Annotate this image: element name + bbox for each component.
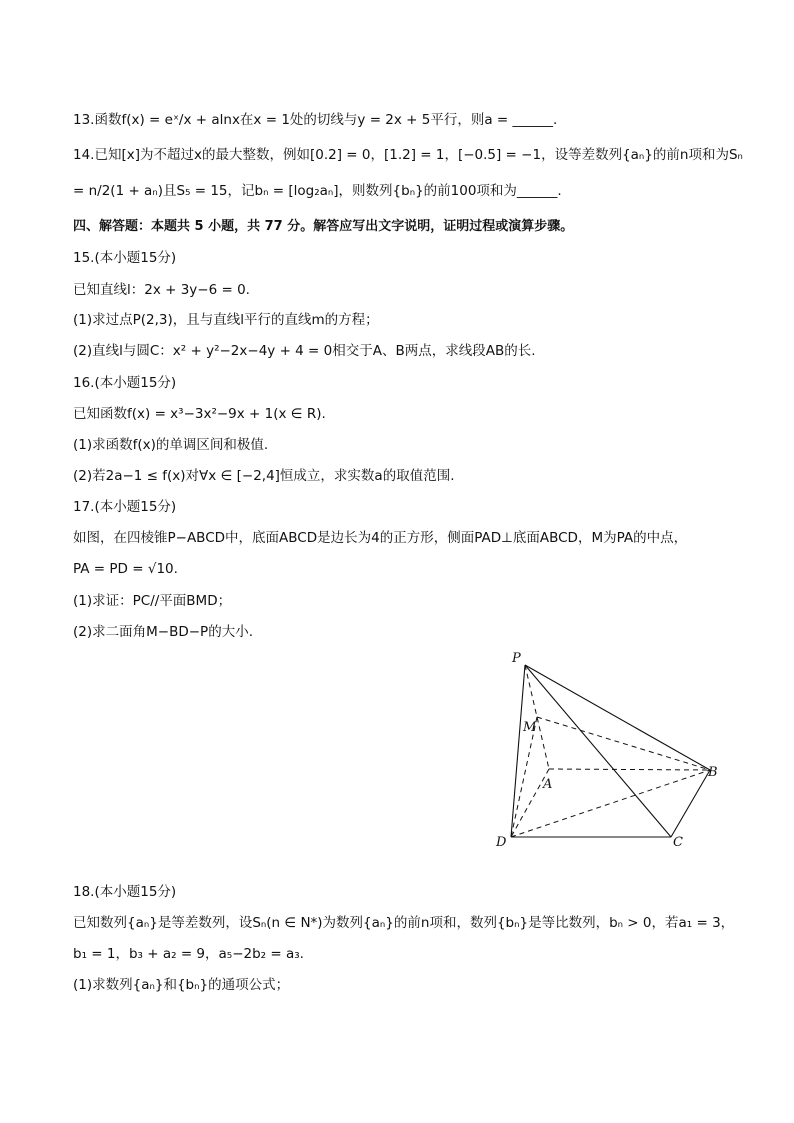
question-16-part-2: (2)若2a−1 ≤ f(x)对∀x ∈ [−2,4]恒成立，求实数a的取值范围.	[73, 468, 455, 484]
label-m: M	[523, 720, 537, 735]
question-18-stem-1: 已知数列{aₙ}是等差数列，设Sₙ(n ∈ N*)为数列{aₙ}的前n项和，数列{bₙ}是等比数列，bₙ > 0，若a₁ = 3，	[73, 915, 735, 931]
label-d: D	[496, 835, 507, 850]
question-14-line-2: = n/2(1 + aₙ)且S₅ = 15，记bₙ = [log₂aₙ]，则数列{bₙ}的前100项和为______.	[73, 183, 562, 199]
question-17-stem-2: PA = PD = √10.	[73, 561, 178, 577]
pyramid-figure	[490, 645, 730, 855]
edge-pb	[525, 665, 710, 770]
question-17-header: 17.(本小题15分)	[73, 499, 177, 515]
question-15-stem: 已知直线l：2x + 3y−6 = 0.	[73, 282, 250, 298]
label-c: C	[673, 835, 683, 850]
question-17-stem-1: 如图，在四棱锥P−ABCD中，底面ABCD是边长为4的正方形，侧面PAD⊥底面ABCD，M为PA的中点，	[73, 530, 688, 546]
edge-md	[511, 717, 537, 837]
label-b: B	[708, 765, 718, 780]
question-16-header: 16.(本小题15分)	[73, 375, 177, 391]
question-17-part-1: (1)求证：PC//平面BMD；	[73, 593, 232, 609]
question-13: 13.函数f(x) = eˣ/x + alnx在x = 1处的切线与y = 2x + 5平行，则a = ______.	[73, 112, 558, 128]
question-15-part-2: (2)直线l与圆C：x² + y²−2x−4y + 4 = 0相交于A、B两点，求线段AB的长.	[73, 343, 536, 359]
question-16-stem: 已知函数f(x) = x³−3x²−9x + 1(x ∈ R).	[73, 406, 326, 422]
label-p: P	[512, 651, 521, 666]
question-17-part-2: (2)求二面角M−BD−P的大小.	[73, 624, 253, 640]
section-4-title: 四、解答题：本题共 5 小题，共 77 分。解答应写出文字说明，证明过程或演算步骤。	[73, 219, 574, 234]
question-15-header: 15.(本小题15分)	[73, 250, 177, 266]
label-a: A	[543, 777, 553, 792]
edge-pd	[511, 665, 525, 837]
edge-mb	[537, 717, 710, 770]
question-14-line-1: 14.已知[x]为不超过x的最大整数，例如[0.2] = 0，[1.2] = 1，[−0.5] = −1，设等差数列{aₙ}的前n项和为Sₙ	[73, 147, 743, 163]
edge-cb	[671, 770, 710, 837]
question-18-stem-2: b₁ = 1，b₃ + a₂ = 9，a₅−2b₂ = a₃.	[73, 946, 304, 962]
edge-ab	[549, 769, 710, 770]
question-18-part-1: (1)求数列{aₙ}和{bₙ}的通项公式；	[73, 977, 290, 993]
question-16-part-1: (1)求函数f(x)的单调区间和极值.	[73, 437, 269, 453]
question-15-part-1: (1)求过点P(2,3)，且与直线l平行的直线m的方程；	[73, 312, 379, 328]
question-18-header: 18.(本小题15分)	[73, 884, 177, 900]
edge-db	[511, 770, 710, 837]
